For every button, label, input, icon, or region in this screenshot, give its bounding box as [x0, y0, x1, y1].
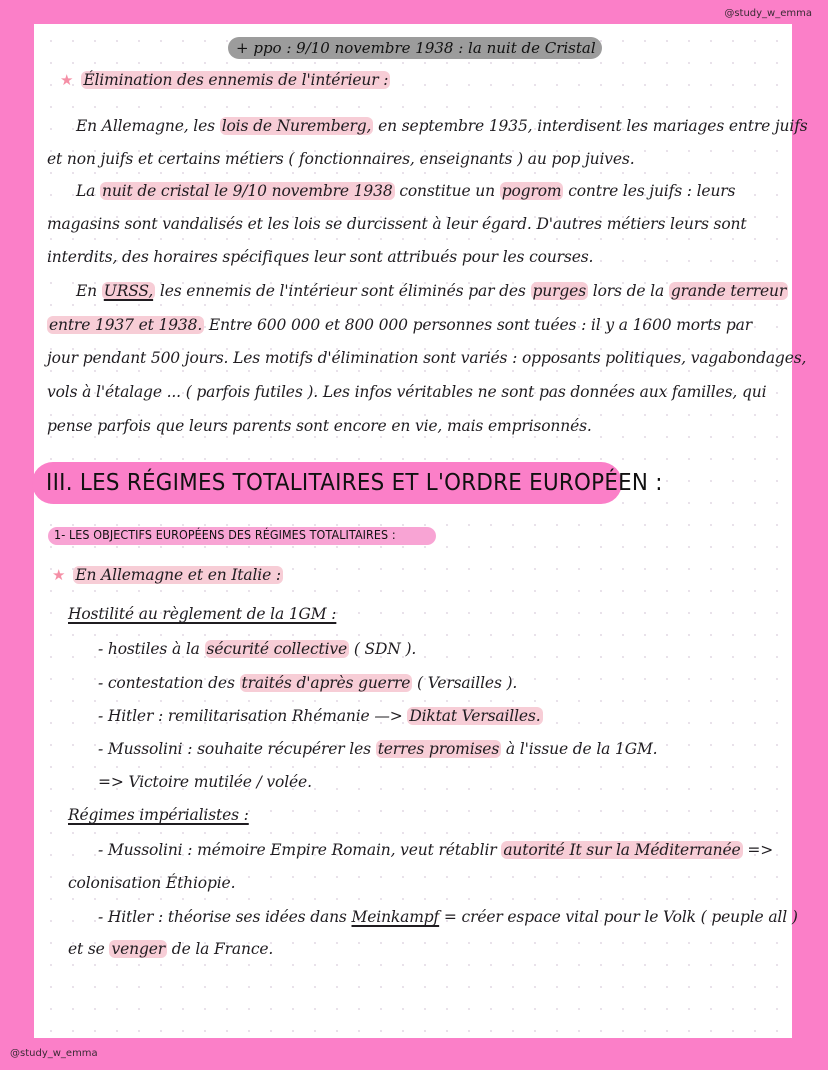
- list-item: - Hitler : théorise ses idées dans Meinkampf = créer espace vital pour le Volk ( peuple all ): [98, 908, 798, 926]
- section-heading-interior: ★ Élimination des ennemis de l'intérieur :: [60, 71, 389, 89]
- list-item: - hostiles à la sécurité collective ( SDN ).: [98, 640, 417, 658]
- list-item: => Victoire mutilée / volée.: [98, 773, 312, 791]
- paragraph-line: interdits, des horaires spécifiques leur sont attribués pour les courses.: [47, 248, 594, 266]
- paragraph-line: En URSS, les ennemis de l'intérieur sont éliminés par des purges lors de la grande terreur: [76, 282, 787, 300]
- list-item: - Mussolini : mémoire Empire Romain, veut rétablir autorité It sur la Méditerranée =>: [98, 841, 774, 859]
- list-item-continued: et se venger de la France.: [68, 940, 274, 958]
- star-icon: ★: [60, 71, 74, 89]
- list-item: - Mussolini : souhaite récupérer les terres promises à l'issue de la 1GM.: [98, 740, 658, 758]
- paragraph-line: pense parfois que leurs parents sont encore en vie, mais emprisonnés.: [47, 417, 592, 435]
- paragraph-line: vols à l'étalage ... ( parfois futiles ). Les infos véritables ne sont pas données aux familles, qui: [47, 383, 767, 401]
- list-item: - Hitler : remilitarisation Rhémanie —> Diktat Versailles.: [98, 707, 541, 725]
- imperialist-label: Régimes impérialistes :: [68, 806, 249, 824]
- paragraph-line: entre 1937 et 1938. Entre 600 000 et 800 000 personnes sont tuées : il y a 1600 morts par: [49, 316, 752, 334]
- list-item: - contestation des traités d'après guerre ( Versailles ).: [98, 674, 518, 692]
- section-title: III. LES RÉGIMES TOTALITAIRES ET L'ORDRE EUROPÉEN :: [46, 470, 663, 496]
- watermark-bottom: @study_w_emma: [10, 1048, 98, 1059]
- list-item-continued: colonisation Éthiopie.: [68, 874, 236, 892]
- watermark-top: @study_w_emma: [724, 8, 812, 19]
- header-pill-text: + ppo : 9/10 novembre 1938 : la nuit de Cristal: [236, 39, 596, 57]
- hostility-label: Hostilité au règlement de la 1GM :: [68, 605, 337, 623]
- star-icon: ★: [52, 566, 66, 584]
- paragraph-line: et non juifs et certains métiers ( fonctionnaires, enseignants ) au pop juives.: [47, 150, 635, 168]
- subsection-title: 1- LES OBJECTIFS EUROPÉENS DES RÉGIMES TOTALITAIRES :: [54, 528, 396, 542]
- section-heading-allemagne-italie: ★ En Allemagne et en Italie :: [52, 566, 281, 584]
- paragraph-line: magasins sont vandalisés et les lois se durcissent à leur égard. D'autres métiers leurs sont: [47, 215, 747, 233]
- paragraph-line: La nuit de cristal le 9/10 novembre 1938 constitue un pogrom contre les juifs : leurs: [76, 182, 736, 200]
- paragraph-line: En Allemagne, les lois de Nuremberg, en septembre 1935, interdisent les mariages entre juifs: [76, 117, 808, 135]
- paragraph-line: jour pendant 500 jours. Les motifs d'élimination sont variés : opposants politiques, vagabondages,: [47, 349, 807, 367]
